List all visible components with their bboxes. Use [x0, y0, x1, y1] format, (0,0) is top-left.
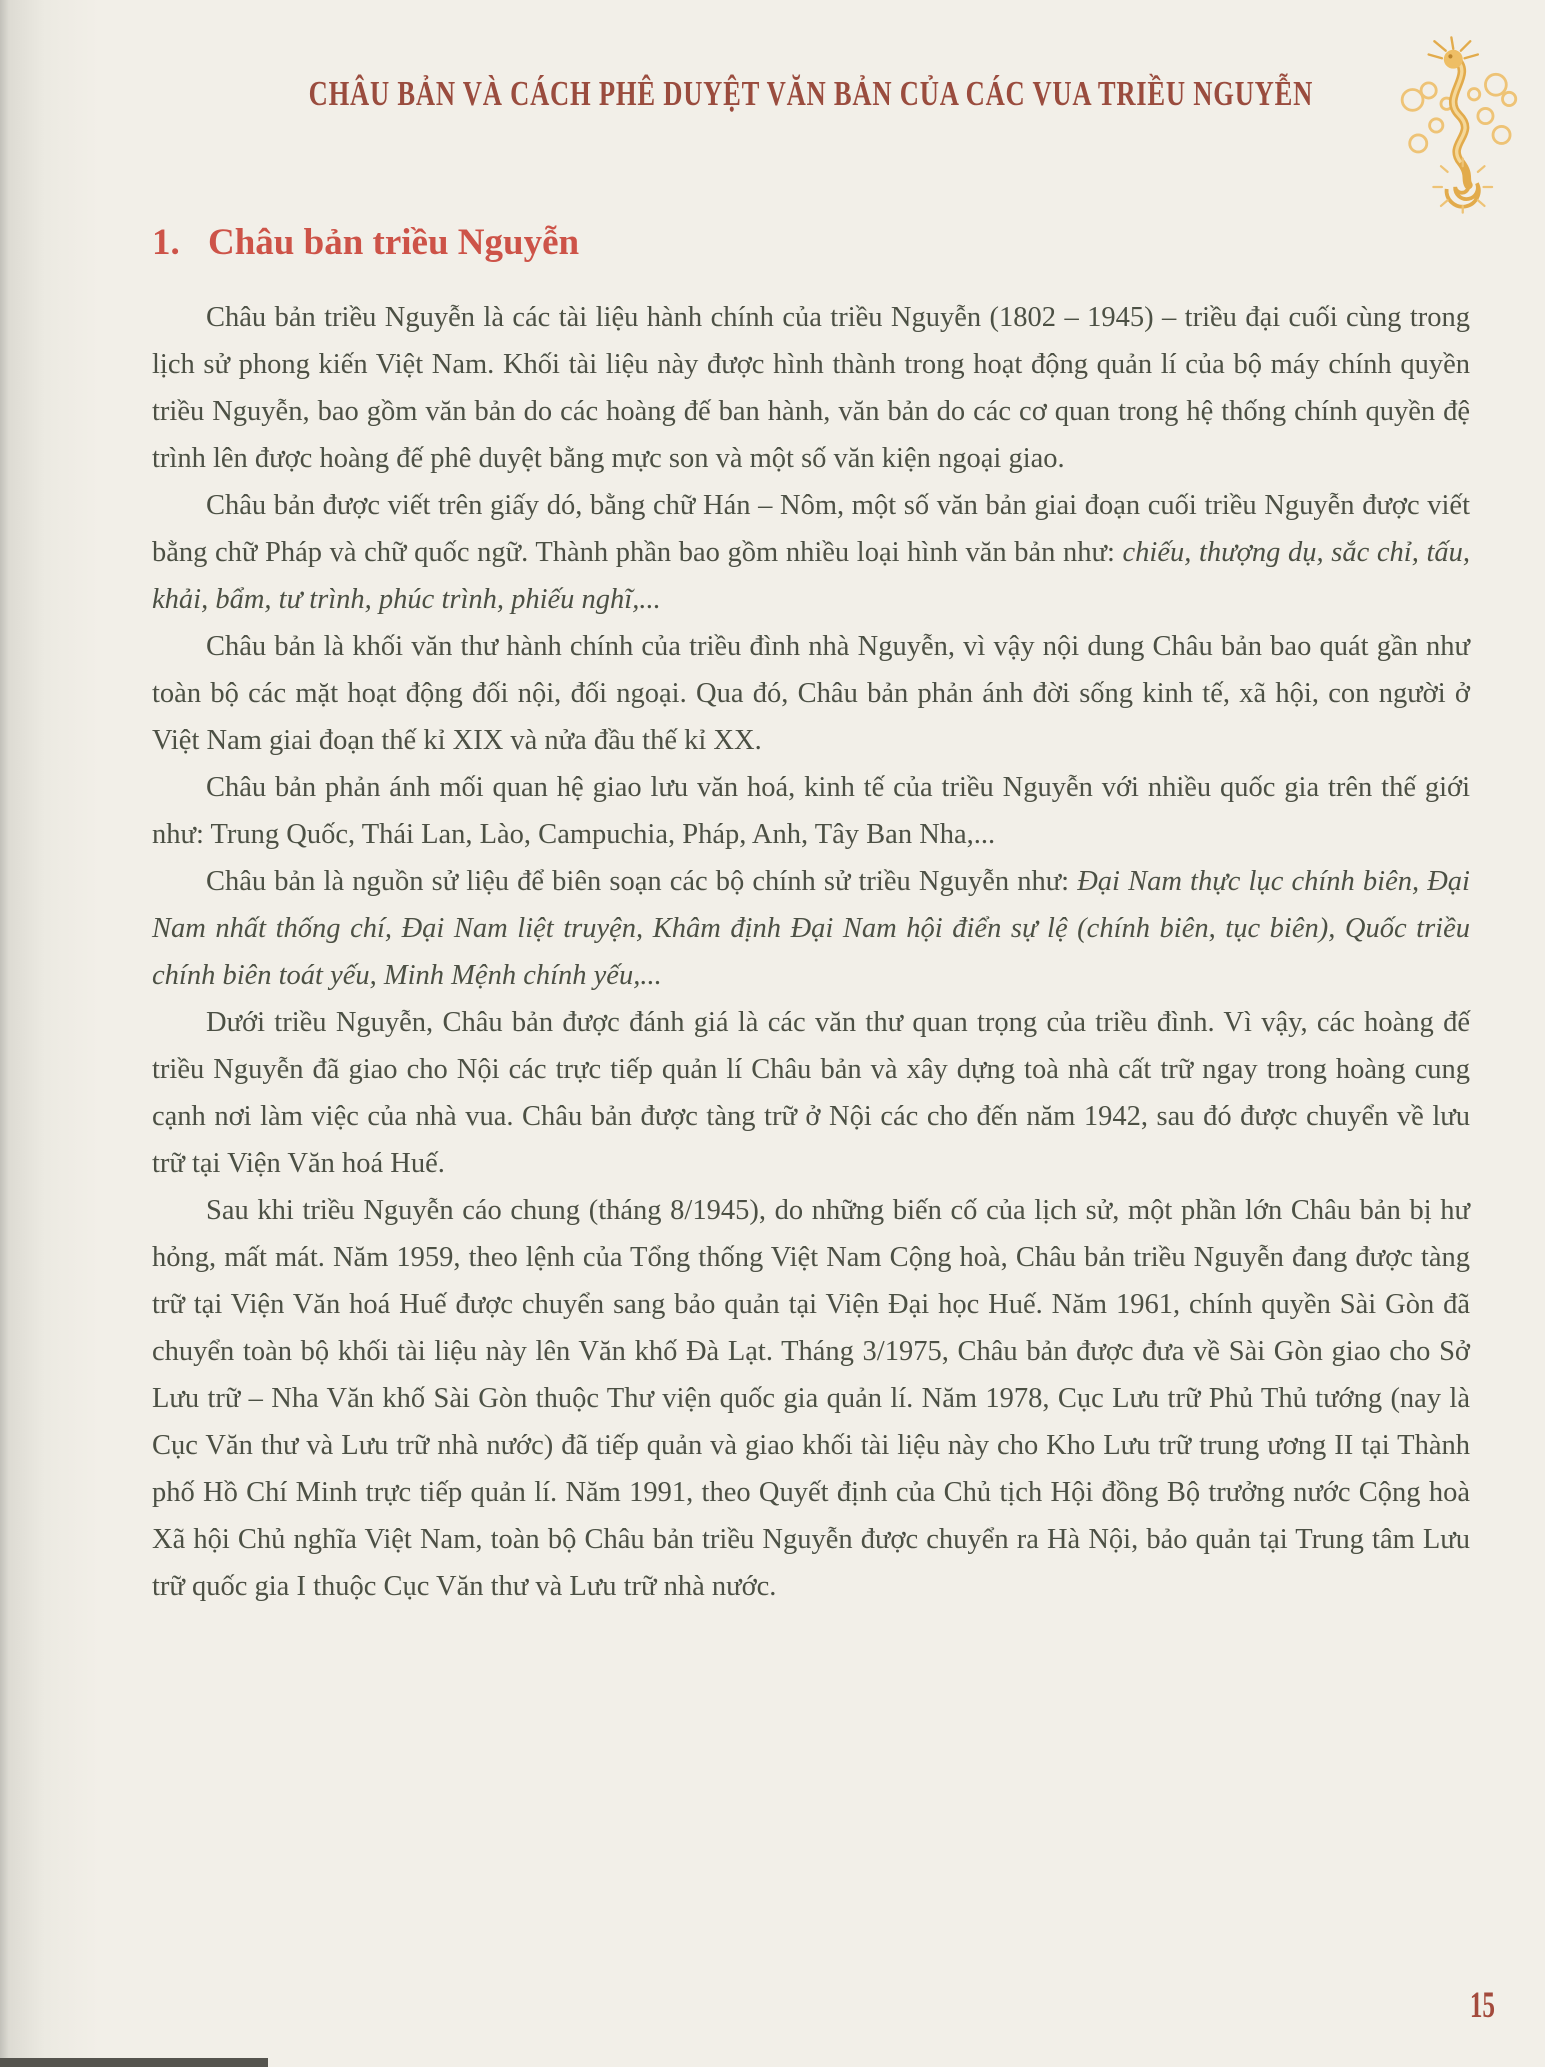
paragraph-7 [152, 1187, 1470, 1610]
paragraph-3 [152, 623, 1470, 764]
paragraph-2-text: Châu bản được viết trên giấy dó, bằng chữ Hán – Nôm, một số văn bản giai đoạn cuối triều Nguyễn được viết bằng chữ Pháp và chữ quốc ngữ. Thành phần bao gồm nhiều loại hình văn bản như: [152, 490, 1470, 568]
paragraph-6-text: Dưới triều Nguyễn, Châu bản được đánh giá là các văn thư quan trọng của triều đình. Vì vậy, các hoàng đế triều Nguyễn đã giao cho Nội các trực tiếp quản lí Châu bản và xây dựng toà nhà cất trữ ngay trong hoàng cung cạnh nơi làm việc của nhà vua. Châu bản được tàng trữ ở Nội các cho đến năm 1942, sau đó được chuyển về lưu trữ tại Viện Văn hoá Huế. [152, 1007, 1470, 1179]
page-content [152, 222, 1470, 1610]
running-header-title: CHÂU BẢN VÀ CÁCH PHÊ DUYỆT VĂN BẢN CỦA CÁC VUA TRIỀU NGUYỄN [308, 74, 1314, 113]
golden-dragon-ornament-icon [1387, 36, 1529, 214]
running-header [150, 74, 1314, 114]
paragraph-5-text: Châu bản là nguồn sử liệu để biên soạn các bộ chính sử triều Nguyễn như: [206, 866, 1078, 897]
page-number: 15 [1469, 1985, 1495, 2026]
section-heading [152, 222, 1470, 264]
paragraph-2-emphasis: chiếu, thượng dụ, sắc chỉ, tấu, khải, bẩm, tư trình, phúc trình, phiếu nghĩ,... [152, 537, 1470, 615]
paragraph-1 [152, 294, 1470, 482]
section-title: Châu bản triều Nguyễn [208, 222, 580, 263]
paragraph-7-text: Sau khi triều Nguyễn cáo chung (tháng 8/1945), do những biến cố của lịch sử, một phần lớn Châu bản bị hư hỏng, mất mát. Năm 1959, theo lệnh của Tổng thống Việt Nam Cộng hoà, Châu bản triều Nguyễn đang được tàng trữ tại Viện Văn hoá Huế được chuyển sang bảo quản tại Viện Đại học Huế. Năm 1961, chính quyền Sài Gòn đã chuyển toàn bộ khối tài liệu này lên Văn khố Đà Lạt. Tháng 3/1975, Châu bản được đưa về Sài Gòn giao cho Sở Lưu trữ – Nha Văn khố Sài Gòn thuộc Thư viện quốc gia quản lí. Năm 1978, Cục Lưu trữ Phủ Thủ tướng (nay là Cục Văn thư và Lưu trữ nhà nước) đã tiếp quản và giao khối tài liệu này cho Kho Lưu trữ trung ương II tại Thành phố Hồ Chí Minh trực tiếp quản lí. Năm 1991, theo Quyết định của Chủ tịch Hội đồng Bộ trưởng nước Cộng hoà Xã hội Chủ nghĩa Việt Nam, toàn bộ Châu bản triều Nguyễn được chuyển ra Hà Nội, bảo quản tại Trung tâm Lưu trữ quốc gia I thuộc Cục Văn thư và Lưu trữ nhà nước. [152, 1195, 1470, 1602]
paragraph-2 [152, 482, 1470, 623]
page-left-edge-shading [0, 0, 100, 2067]
section-number: 1. [152, 222, 180, 263]
paragraph-5 [152, 858, 1470, 999]
paragraph-6 [152, 999, 1470, 1187]
paragraph-1-text: Châu bản triều Nguyễn là các tài liệu hành chính của triều Nguyễn (1802 – 1945) – triều đại cuối cùng trong lịch sử phong kiến Việt Nam. Khối tài liệu này được hình thành trong hoạt động quản lí của bộ máy chính quyền triều Nguyễn, bao gồm văn bản do các hoàng đế ban hành, văn bản do các cơ quan trong hệ thống chính quyền đệ trình lên được hoàng đế phê duyệt bằng mực son và một số văn kiện ngoại giao. [152, 302, 1470, 474]
page-bottom-scan-edge [0, 2058, 268, 2067]
paragraph-4 [152, 764, 1470, 858]
paragraph-4-text: Châu bản phản ánh mối quan hệ giao lưu văn hoá, kinh tế của triều Nguyễn với nhiều quốc gia trên thế giới như: Trung Quốc, Thái Lan, Lào, Campuchia, Pháp, Anh, Tây Ban Nha,... [152, 772, 1470, 850]
paragraph-3-text: Châu bản là khối văn thư hành chính của triều đình nhà Nguyễn, vì vậy nội dung Châu bản bao quát gần như toàn bộ các mặt hoạt động đối nội, đối ngoại. Qua đó, Châu bản phản ánh đời sống kinh tế, xã hội, con người ở Việt Nam giai đoạn thế kỉ XIX và nửa đầu thế kỉ XX. [152, 631, 1470, 756]
paragraph-5-emphasis: Đại Nam thực lục chính biên, Đại Nam nhất thống chí, Đại Nam liệt truyện, Khâm định Đại Nam hội điển sự lệ (chính biên, tục biên), Quốc triều chính biên toát yếu, Minh Mệnh chính yếu,... [152, 866, 1470, 991]
